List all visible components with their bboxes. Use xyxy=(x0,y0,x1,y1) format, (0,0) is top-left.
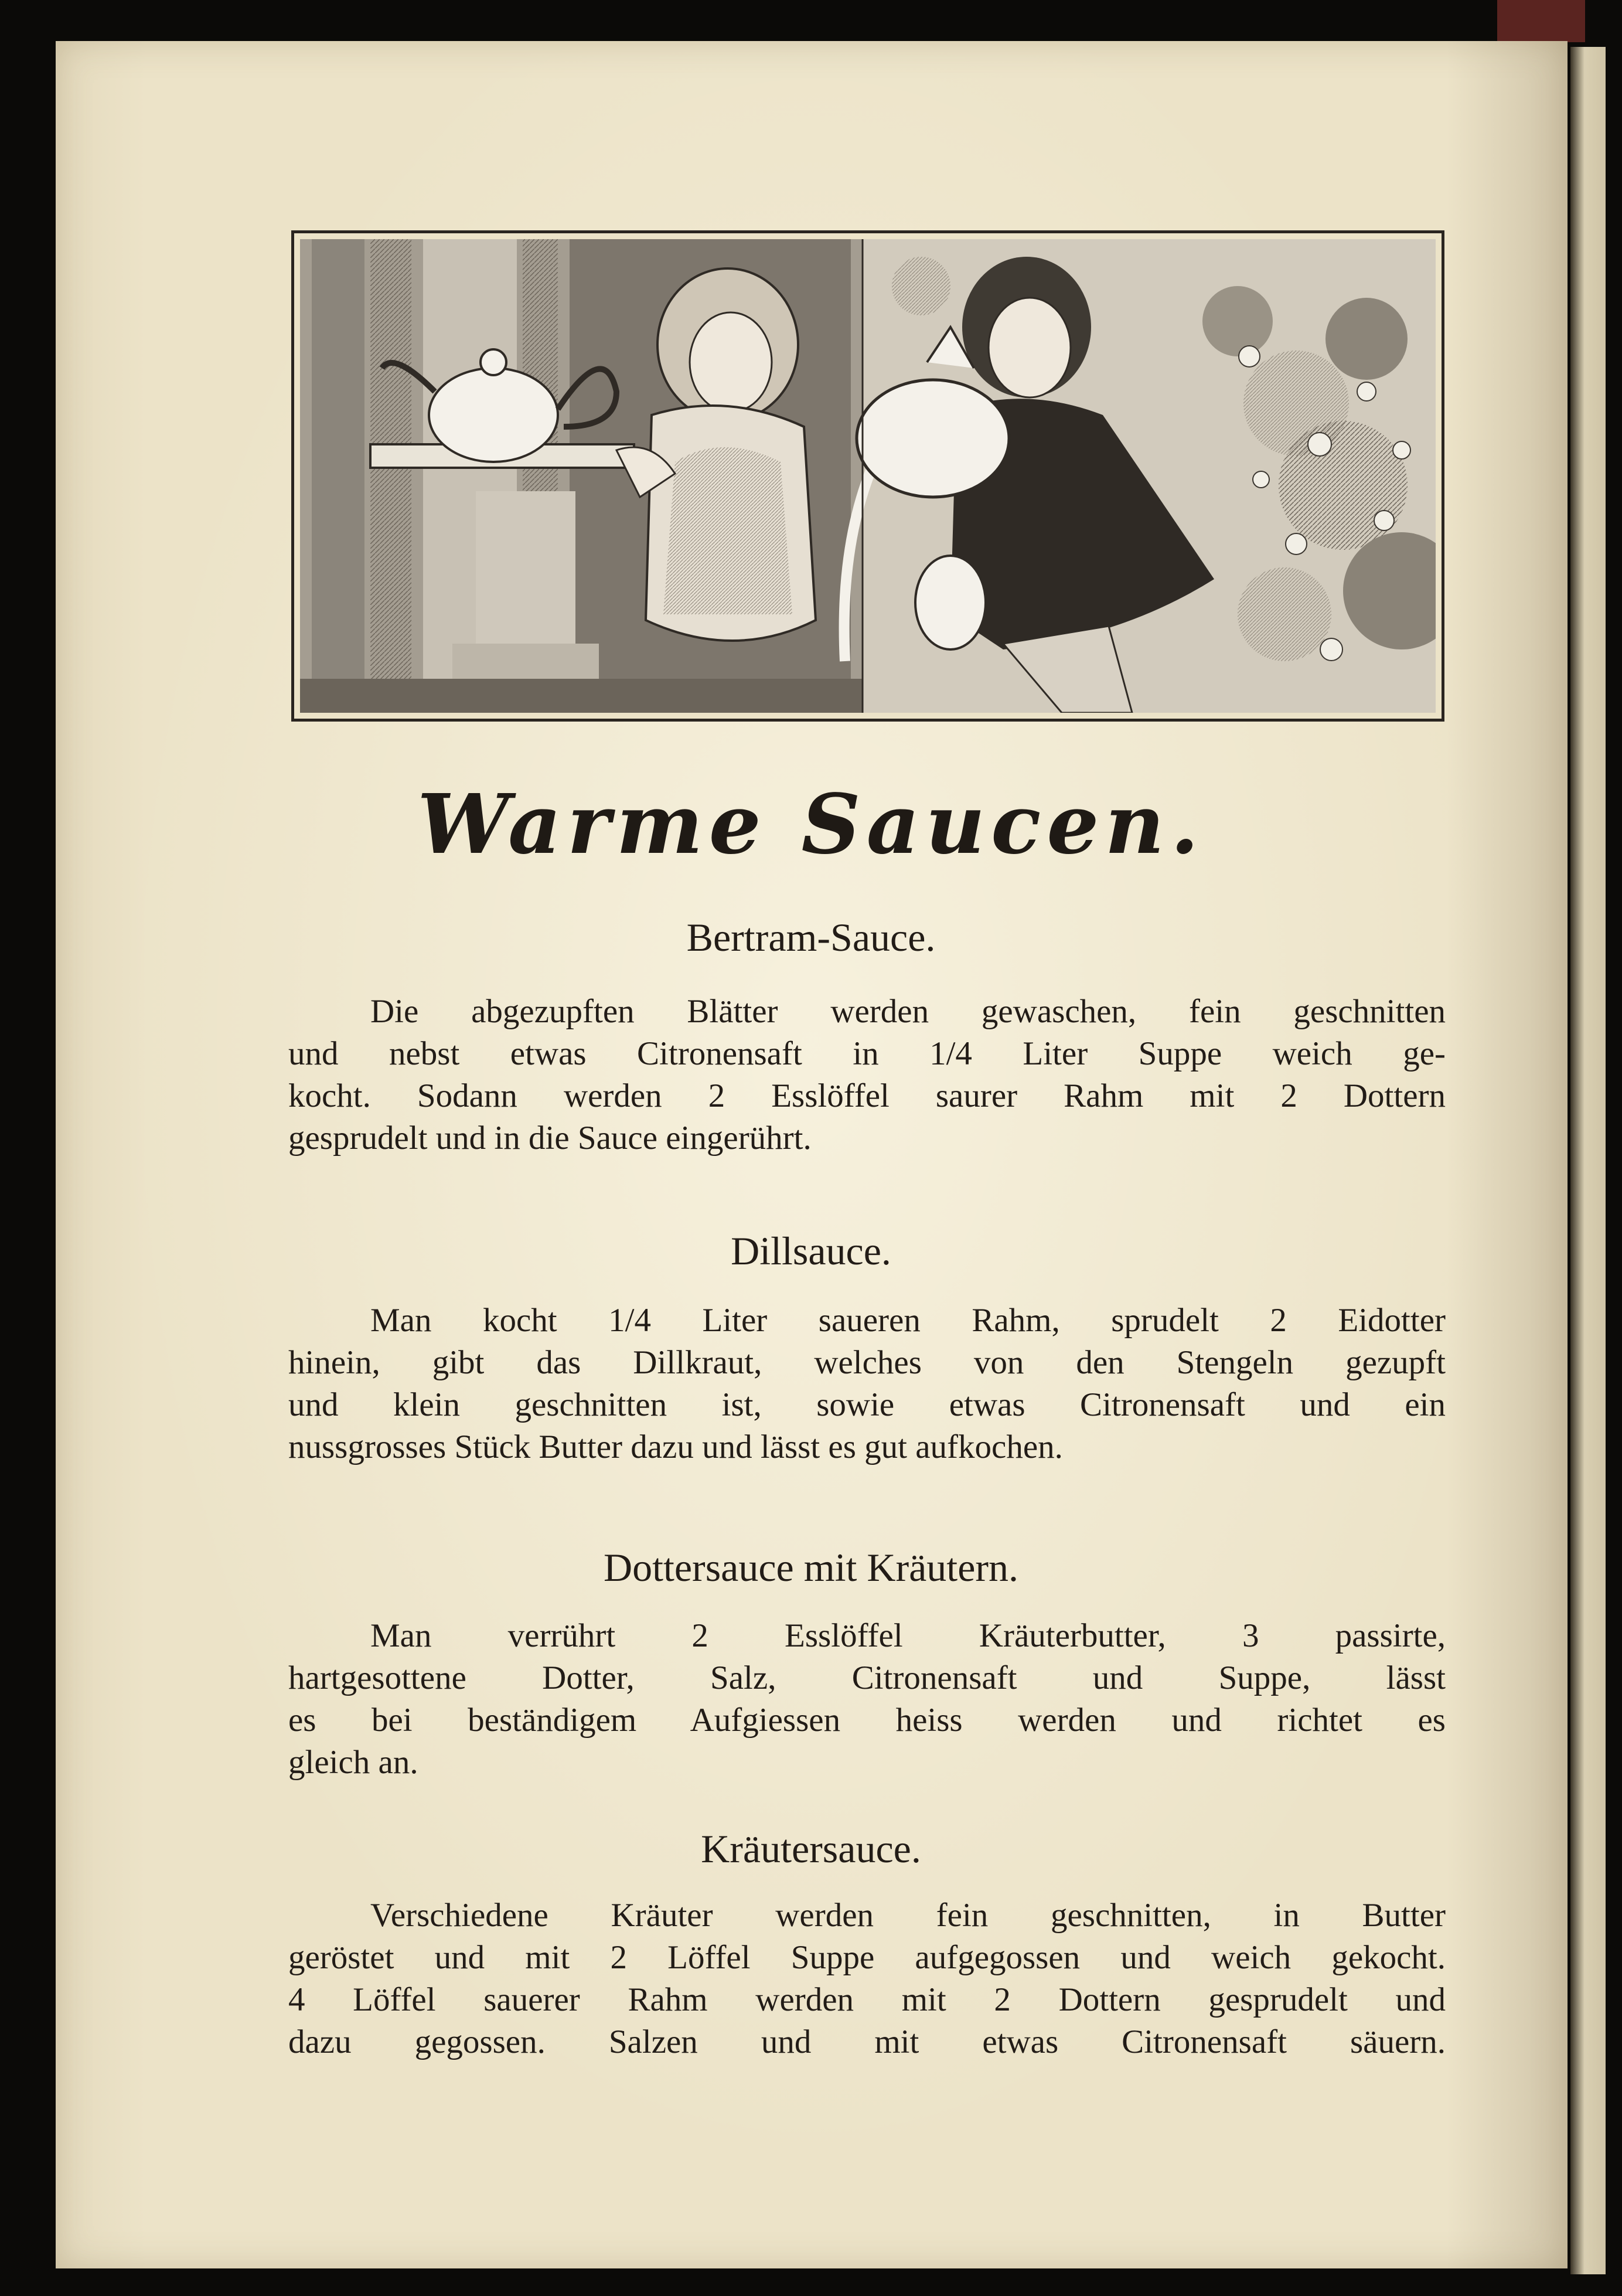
text-line: und nebst etwas Citronensaft in 1/4 Liter Suppe weich ge- xyxy=(288,1035,1446,1072)
header-illustration xyxy=(291,230,1444,722)
text-line: kocht. Sodann werden 2 Esslöffel saurer Rahm mit 2 Dottern xyxy=(288,1077,1446,1114)
text-line: gleich an. xyxy=(288,1744,418,1781)
text-line: dazu gegossen. Salzen und mit etwas Citronensaft säuern. xyxy=(288,2023,1446,2060)
section-heading-dillsauce: Dillsauce. xyxy=(731,1229,891,1273)
section-text-dottersauce xyxy=(288,1615,1446,1784)
section-text-kraeutersauce xyxy=(288,1894,1446,2063)
section-heading-bertram-sauce: Bertram-Sauce. xyxy=(686,915,936,960)
binding-mark xyxy=(1497,0,1585,42)
text-line: Die abgezupften Blätter werden gewaschen, fein geschnitten xyxy=(370,993,1446,1030)
text-line: geröstet und mit 2 Löffel Suppe aufgegossen und weich gekocht. xyxy=(288,1939,1446,1976)
section-text-dillsauce xyxy=(288,1300,1446,1468)
text-line: Man verrührt 2 Esslöffel Kräuterbutter, 3 passirte, xyxy=(370,1617,1446,1654)
text-line: nussgrosses Stück Butter dazu und lässt es gut aufkochen. xyxy=(288,1428,1063,1465)
next-page-edge xyxy=(1570,47,1606,2274)
section-heading-kraeutersauce: Kräutersauce. xyxy=(701,1826,921,1871)
illustration-children-serving-sauce xyxy=(300,239,1436,713)
section-text-bertram-sauce xyxy=(288,991,1446,1159)
text-line: 4 Löffel sauerer Rahm werden mit 2 Dottern gesprudelt und xyxy=(288,1981,1446,2018)
page-title: Warme Saucen. xyxy=(417,777,1205,873)
text-line: und klein geschnitten ist, sowie etwas Citronensaft und ein xyxy=(288,1386,1446,1423)
text-line: Verschiedene Kräuter werden fein geschnitten, in Butter xyxy=(370,1897,1446,1934)
text-line: hinein, gibt das Dillkraut, welches von den Stengeln gezupft xyxy=(288,1344,1446,1381)
text-line: hartgesottene Dotter, Salz, Citronensaft und Suppe, lässt xyxy=(288,1659,1446,1696)
text-line: es bei beständigem Aufgiessen heiss werden und richtet es xyxy=(288,1702,1446,1739)
text-line: gesprudelt und in die Sauce eingerührt. xyxy=(288,1120,812,1156)
section-heading-dottersauce: Dottersauce mit Kräutern. xyxy=(603,1545,1019,1590)
text-line: Man kocht 1/4 Liter saueren Rahm, sprudelt 2 Eidotter xyxy=(370,1302,1446,1339)
